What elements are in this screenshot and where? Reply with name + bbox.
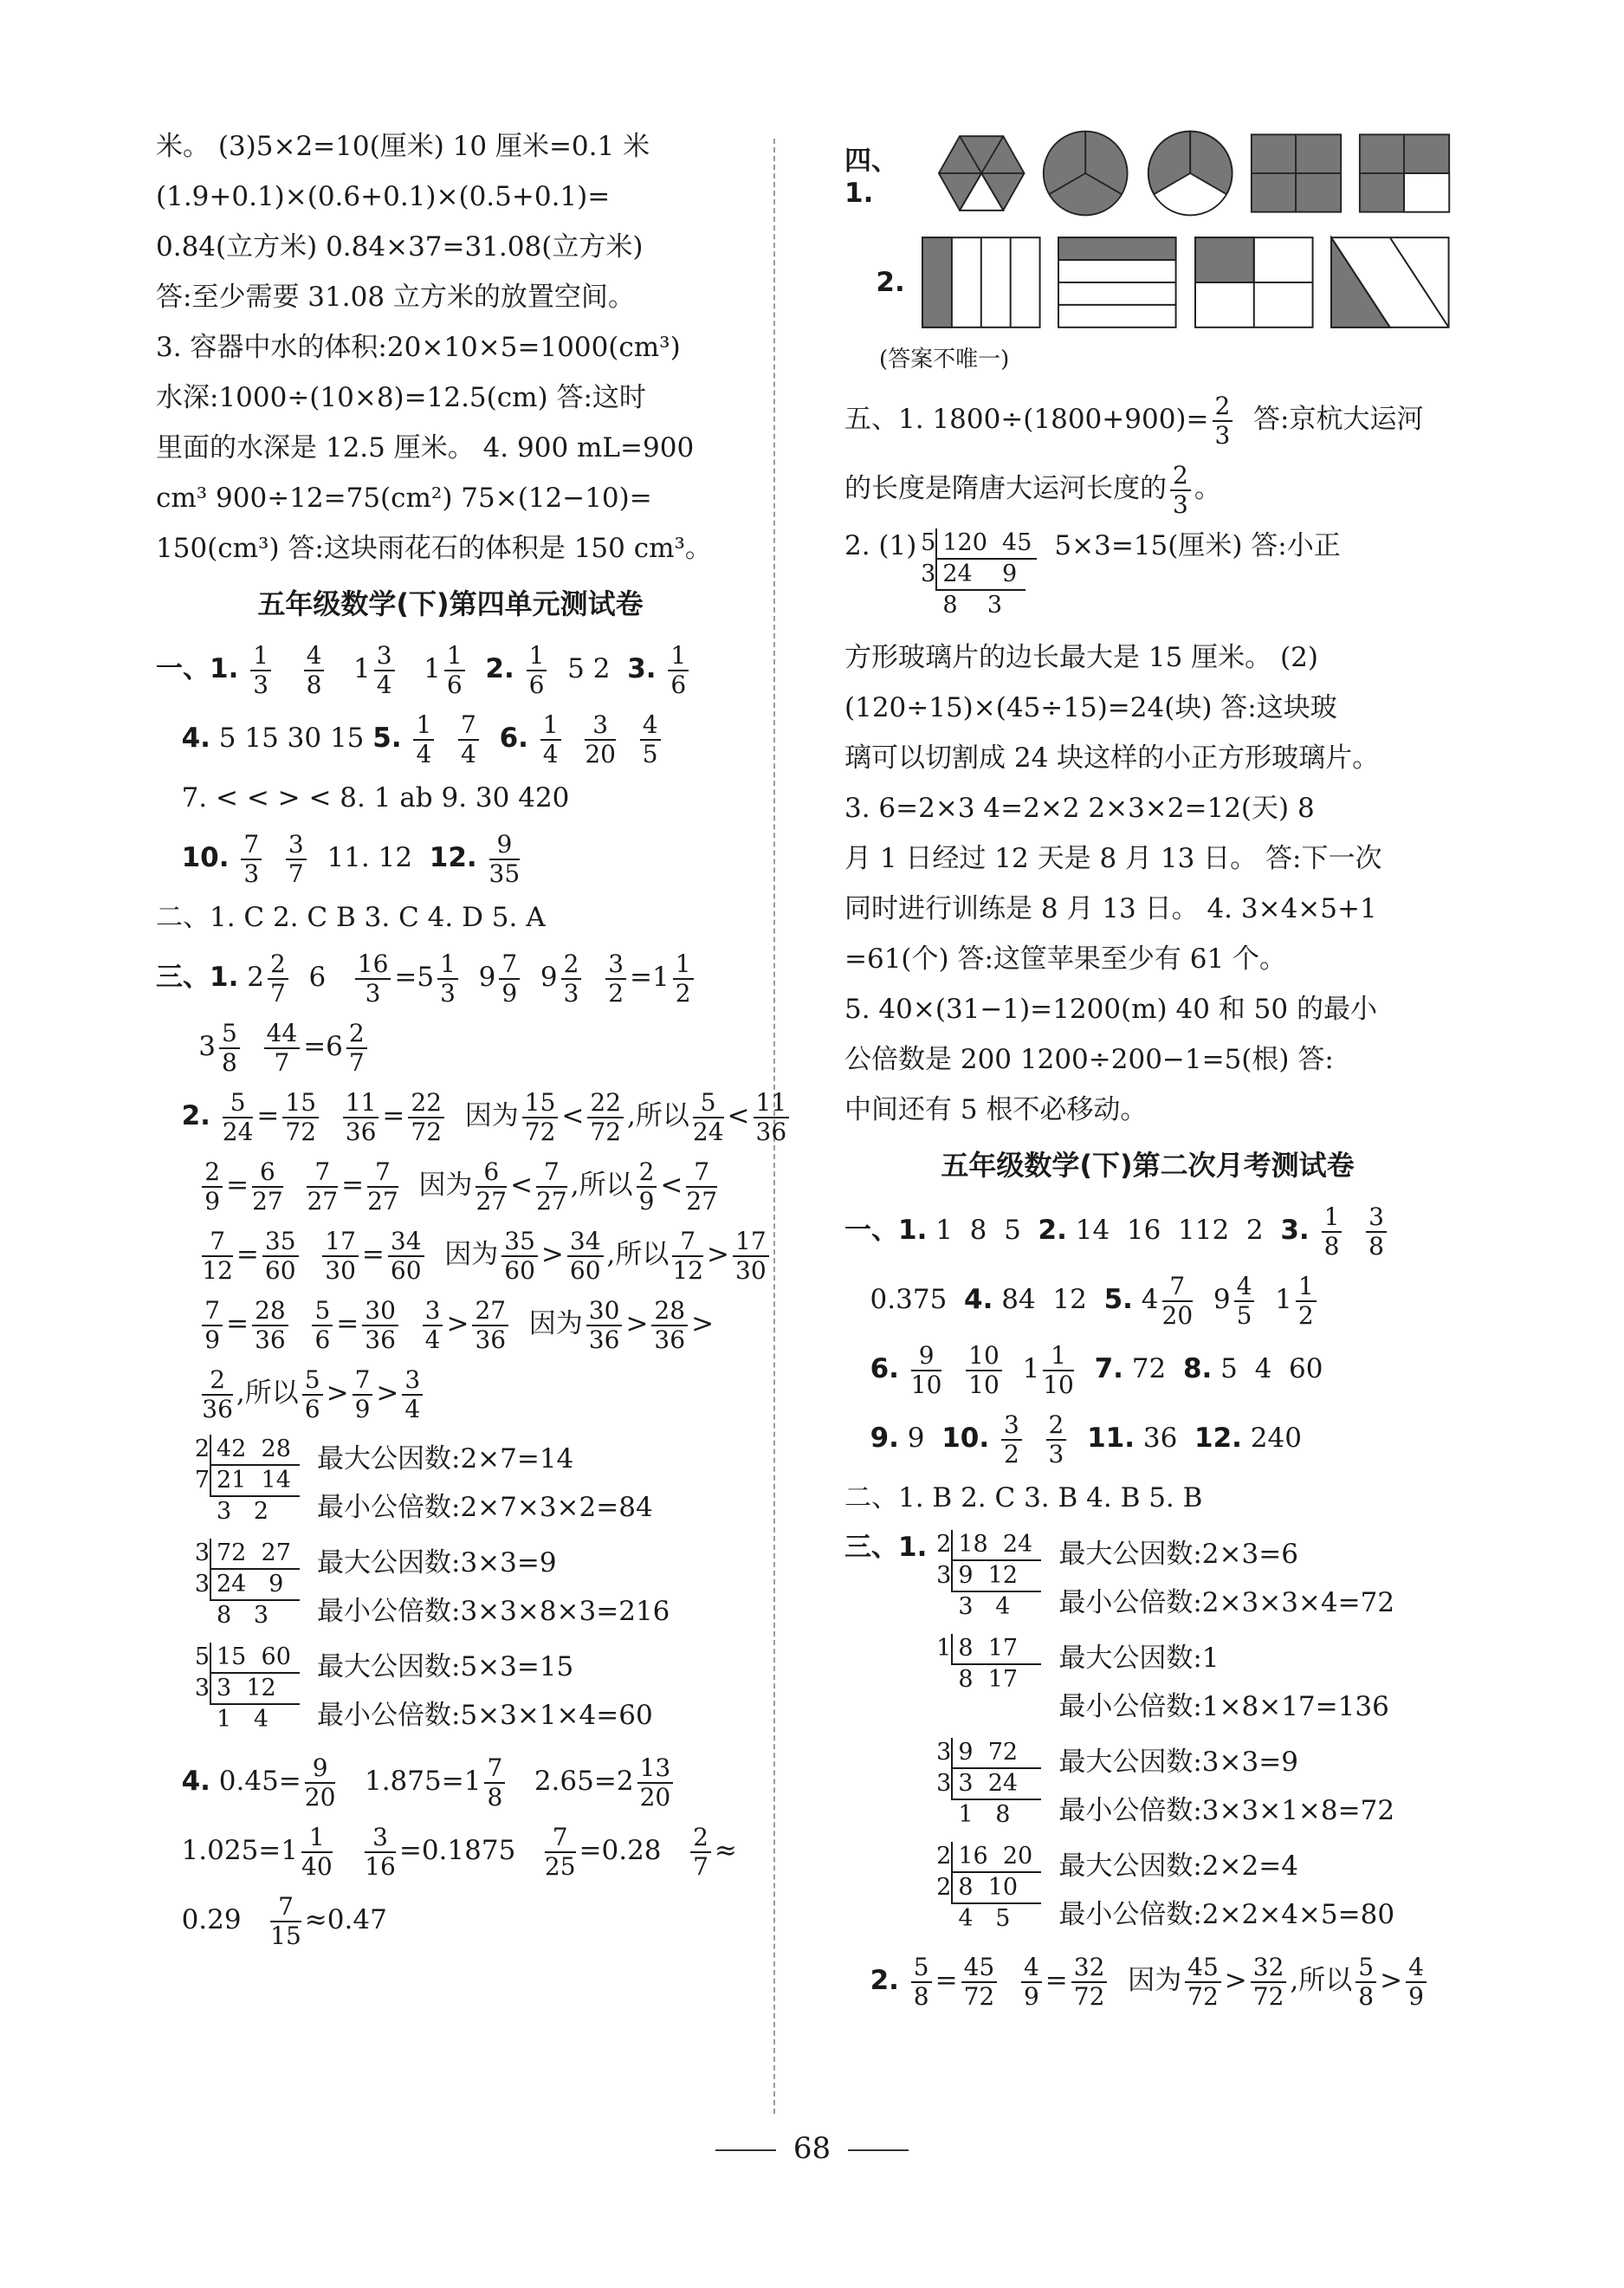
text-line: 里面的水深是 12.5 厘米。 4. 900 mL=900: [156, 432, 695, 463]
division-ladder: [191, 1435, 300, 1526]
rect-horizontal-strips: [1057, 236, 1178, 329]
ladder-divisor: [191, 1705, 210, 1734]
ladder-block: [156, 1643, 745, 1740]
answer-line: 二、1. B 2. C 3. B 4. B 5. B: [844, 1482, 1203, 1513]
answer-line: 4. 5 15 30 15 5. $\frac{1}{4}$ $\frac{7}{4}$ 6. $\frac{1}{4}$ $\frac{3}{20}$ $\frac{4}{5}$: [156, 703, 745, 773]
answer-line: 一、1. 1 8 5 2. 14 16 112 2 3. $\frac{1}{8}$ $\frac{3}{8}$: [844, 1196, 1451, 1265]
text-line: 3. 容器中水的体积:20×10×5=1000(cm³): [156, 332, 681, 363]
gcd-lcm-ladders: [932, 1523, 1394, 1946]
square-grid-full: [1250, 130, 1343, 217]
ladder-divisor: 3: [936, 1739, 952, 1766]
text-line: 水深:1000÷(10×8)=12.5(cm) 答:这时: [156, 382, 646, 413]
ladder-divisor: [932, 1592, 951, 1622]
ladder-divisor: 1: [936, 1635, 952, 1662]
gcd-text: 最大公因数:2×3=6: [1058, 1539, 1298, 1570]
text-line: 公倍数是 200 1200÷200−1=5(根) 答:: [844, 1044, 1334, 1075]
ladder-120-45: 5 120 45 3 24 9 8 3: [916, 528, 1037, 620]
fraction-shapes-row-1: 四、1.: [844, 121, 1451, 225]
answer-line: 6. $\frac{9}{10}$ $\frac{10}{10}$ 1 $\frac{1}{10}$ 7. 72 8. 5 4 60: [870, 1340, 1323, 1399]
rect-quarters: [1194, 236, 1315, 329]
answer-line: 0.29 $\frac{7}{15}$ ≈0.47: [181, 1891, 387, 1950]
ladder-values: 72 27: [210, 1539, 300, 1570]
ladder-values: 18 24: [951, 1530, 1041, 1561]
hexagon-shape: [937, 130, 1026, 217]
ladder-divisor: 7: [194, 1467, 210, 1494]
text-line: 5. 40×(31−1)=1200(m) 40 和 50 的最小: [844, 994, 1377, 1025]
text-line: 中间还有 5 根不必移动。: [844, 1094, 1148, 1125]
ladder-values: 1 4: [217, 1706, 269, 1733]
division-ladder: [191, 1643, 300, 1734]
ladder-block: [932, 1530, 1394, 1627]
answer-line: 1.025=1 $\frac{1}{40}$ $\frac{3}{16}$ =0.1875 $\frac{7}{25}$ =0.28 $\frac{2}{7}$ ≈: [156, 1822, 737, 1881]
circle-thirds-partial: [1146, 126, 1234, 221]
page-number: 68: [0, 2131, 1624, 2166]
lcm-text: 最小公倍数:3×3×8×3=216: [317, 1596, 670, 1627]
ladder-divisor: 3: [194, 1571, 210, 1598]
ladder-divisor: [932, 1800, 951, 1830]
lcm-text: 最小公倍数:2×2×4×5=80: [1058, 1899, 1395, 1930]
text-line: (120÷15)×(45÷15)=24(块) 答:这块玻: [844, 692, 1337, 723]
ladder-values: 8 10: [951, 1873, 1041, 1904]
text-line: 方形玻璃片的边长最大是 15 厘米。 (2): [844, 642, 1318, 673]
division-ladder: [932, 1530, 1041, 1622]
text-line: (1.9+0.1)×(0.6+0.1)×(0.5+0.1)=: [156, 181, 611, 212]
answer-line: 2. $\frac{5}{8}$ = $\frac{45}{72}$ $\frac{4}{9}$ = $\frac{32}{72}$ 因为 $\frac{45}{72}$ > $\frac{32}{72}$ ,所以 $\frac{5}{8}$ > $\frac{4}{9}$: [844, 1946, 1451, 2015]
text-line: 0.84(立方米) 0.84×37=31.08(立方米): [156, 231, 644, 263]
left-column: [156, 121, 787, 1954]
answer-line: 3 $\frac{5}{8}$ $\frac{44}{7}$ =6 $\frac{2}{7}$: [156, 1012, 745, 1081]
division-ladder: [932, 1842, 1041, 1934]
right-column: [844, 121, 1451, 2015]
ladder-block: [932, 1842, 1394, 1939]
ladder-block: [156, 1435, 745, 1532]
ladder-values: 8 17: [958, 1666, 1019, 1693]
rect-vertical-strips: [921, 236, 1042, 329]
monthly-sec3: 三、1. 2 18 24 3 9 12 3 4 最大公因数:2×3=6 最小公倍数:2×3×3×4=72 1 8 17 8 17 最大公因数:1 最小公倍数:1×8×17=136 3 9 72 3 3 24 1 8 最大公因数:3×3=9 最小公倍数:3×3×1×8=72 2 16 20 2 8 10 4 5 最大公因数:2×2=4 最小公倍数:2×2×4×5=80: [844, 1523, 1451, 1946]
answer-line: 二、1. C 2. C B 3. C 4. D 5. A: [156, 902, 546, 933]
ladder-values: 15 60: [210, 1643, 300, 1674]
text-line: 璃可以切割成 24 块这样的小正方形玻璃片。: [844, 742, 1380, 774]
fraction-shapes-row-2: 2.: [844, 230, 1451, 334]
answer-line: 7. < < > < 8. 1 ab 9. 30 420: [181, 782, 570, 813]
ladder-values: 3 4: [958, 1593, 1011, 1620]
division-ladder: [932, 1738, 1041, 1830]
lcm-text: 最小公倍数:5×3×1×4=60: [317, 1700, 653, 1731]
text-line: 150(cm³) 答:这块雨花石的体积是 150 cm³。: [156, 533, 712, 564]
answer-line: $\frac{2}{36}$ ,所以 $\frac{5}{6}$ > $\frac{7}{9}$ > $\frac{3}{4}$: [156, 1358, 745, 1428]
answer-line: 0.375 4. 84 12 5. 4 $\frac{7}{20}$ 9 $\frac{4}{5}$ 1 $\frac{1}{2}$: [844, 1265, 1451, 1334]
ladder-divisor: 2: [936, 1531, 952, 1558]
text-line: cm³ 900÷12=75(cm²) 75×(12−10)=: [156, 483, 652, 514]
text-line: 月 1 日经过 12 天是 8 月 13 日。 答:下一次: [844, 843, 1382, 874]
unit4-title: 五年级数学(下)第四单元测试卷: [257, 587, 644, 620]
ladder-values: 3 24: [951, 1769, 1041, 1800]
ladder-divisor: 2: [194, 1436, 210, 1462]
ladder-values: 21 14: [210, 1466, 300, 1497]
gcd-text: 最大公因数:5×3=15: [317, 1651, 574, 1682]
text-line: =61(个) 答:这筐苹果至少有 61 个。: [844, 943, 1287, 975]
ladder-values: 3 12: [210, 1674, 300, 1705]
answer-line: 4. 0.45= $\frac{9}{20}$ 1.875=1 $\frac{7}{8}$ 2.65=2 $\frac{13}{20}$: [156, 1747, 745, 1816]
gcd-text: 最大公因数:3×3=9: [1058, 1747, 1298, 1778]
ladder-divisor: 2: [936, 1874, 952, 1901]
gcd-lcm-ladders: [156, 1435, 745, 1740]
answer-line: 一、1. $\frac{1}{3}$ $\frac{4}{8}$ 1 $\frac{3}{4}$ 1 $\frac{1}{6}$ 2. $\frac{1}{6}$ 5 2 3. $\frac{1}{6}$: [156, 634, 745, 703]
ladder-divisor: 5: [194, 1643, 210, 1670]
answer-line: 2. $\frac{5}{24}$ = $\frac{15}{72}$ $\frac{11}{36}$ = $\frac{22}{72}$ 因为 $\frac{15}{72}$ < $\frac{22}{72}$ ,所以 $\frac{5}{24}$ < $\frac{11}{36}$: [156, 1081, 745, 1150]
ladder-values: 8 3: [217, 1602, 269, 1629]
gcd-text: 最大公因数:2×7=14: [317, 1443, 574, 1475]
ladder-block: [932, 1634, 1394, 1731]
ladder-divisor: 3: [194, 1675, 210, 1701]
answer-line: 五、1. 1800÷(1800+900)= $\frac{2}{3}$ 答:京杭大运河: [844, 391, 1424, 450]
lcm-text: 最小公倍数:3×3×1×8=72: [1058, 1795, 1395, 1826]
rect-diagonals: [1330, 236, 1451, 329]
monthly-test-title: 五年级数学(下)第二次月考测试卷: [941, 1149, 1355, 1182]
answer-line: $\frac{7}{9}$ = $\frac{28}{36}$ $\frac{5}{6}$ = $\frac{30}{36}$ $\frac{3}{4}$ > $\frac{27}{36}$ 因为 $\frac{30}{36}$ > $\frac{28}{36}$ >: [156, 1289, 745, 1358]
ladder-values: 24 9: [210, 1570, 300, 1601]
answer-line: 10. $\frac{7}{3}$ $\frac{3}{7}$ 11. 12 12. $\frac{9}{35}$: [181, 829, 521, 888]
answer-line: 2. (1) 5 120 45 3 24 9 8 3 5×3=15(厘米) 答:小正: [844, 529, 1341, 619]
lcm-text: 最小公倍数:2×7×3×2=84: [317, 1492, 653, 1523]
text-line: 米。 (3)5×2=10(厘米) 10 厘米=0.1 米: [156, 131, 650, 162]
ladder-block: [156, 1539, 745, 1636]
ladder-values: 3 2: [217, 1498, 269, 1525]
gcd-text: 最大公因数:1: [1058, 1643, 1220, 1674]
division-ladder: [932, 1634, 1041, 1695]
ladder-values: 9 72: [951, 1738, 1041, 1769]
ladder-values: 9 12: [951, 1561, 1041, 1592]
ladder-divisor: [191, 1601, 210, 1630]
note: (答案不唯一): [879, 347, 1010, 373]
ladder-values: 1 8: [958, 1801, 1011, 1828]
ladder-values: 16 20: [951, 1842, 1041, 1873]
answer-line: $\frac{2}{9}$ = $\frac{6}{27}$ $\frac{7}{27}$ = $\frac{7}{27}$ 因为 $\frac{6}{27}$ < $\frac{7}{27}$ ,所以 $\frac{2}{9}$ < $\frac{7}{27}$: [156, 1150, 745, 1220]
answer-line: 9. 9 10. $\frac{3}{2}$ $\frac{2}{3}$ 11. 36 12. 240: [870, 1410, 1302, 1468]
text-line: 3. 6=2×3 4=2×2 2×3×2=12(天) 8: [844, 793, 1315, 824]
division-ladder: [191, 1539, 300, 1630]
text-line: 同时进行训练是 8 月 13 日。 4. 3×4×5+1: [844, 893, 1377, 924]
ladder-divisor: 3: [194, 1539, 210, 1566]
answer-line: $\frac{7}{12}$ = $\frac{35}{60}$ $\frac{17}{30}$ = $\frac{34}{60}$ 因为 $\frac{35}{60}$ > $\frac{34}{60}$ ,所以 $\frac{7}{12}$ > $\frac{17}{30}$: [156, 1220, 745, 1289]
gcd-text: 最大公因数:3×3=9: [317, 1547, 557, 1578]
text-line: 答:至少需要 31.08 立方米的放置空间。: [156, 282, 635, 313]
ladder-divisor: [932, 1904, 951, 1934]
unit5-answers: [844, 632, 1451, 1135]
gcd-text: 最大公因数:2×2=4: [1058, 1850, 1298, 1882]
answer-line: 的长度是隋唐大运河长度的 $\frac{2}{3}$ 。: [844, 460, 1221, 519]
ladder-block: [932, 1738, 1394, 1835]
ladder-divisor: [932, 1665, 951, 1695]
circle-thirds-shaded: [1041, 126, 1129, 221]
ladder-values: 42 28: [210, 1435, 300, 1466]
ladder-divisor: 3: [936, 1770, 952, 1797]
lcm-text: 最小公倍数:1×8×17=136: [1058, 1691, 1389, 1722]
ladder-divisor: 3: [936, 1562, 952, 1589]
ladder-values: 4 5: [958, 1905, 1011, 1932]
unit3-continuation: [156, 121, 745, 574]
ladder-divisor: [191, 1497, 210, 1526]
ladder-values: 8 17: [951, 1634, 1041, 1665]
square-grid-partial: [1358, 130, 1451, 217]
answer-line: 三、1. 2 $\frac{2}{7}$ 6 $\frac{16}{3}$ =5 $\frac{1}{3}$ 9 $\frac{7}{9}$ 9 $\frac{2}{3}$ $\frac{3}{2}$ =1 $\frac{1}{2}$: [156, 943, 745, 1012]
ladder-divisor: 2: [936, 1843, 952, 1870]
lcm-text: 最小公倍数:2×3×3×4=72: [1058, 1587, 1395, 1618]
